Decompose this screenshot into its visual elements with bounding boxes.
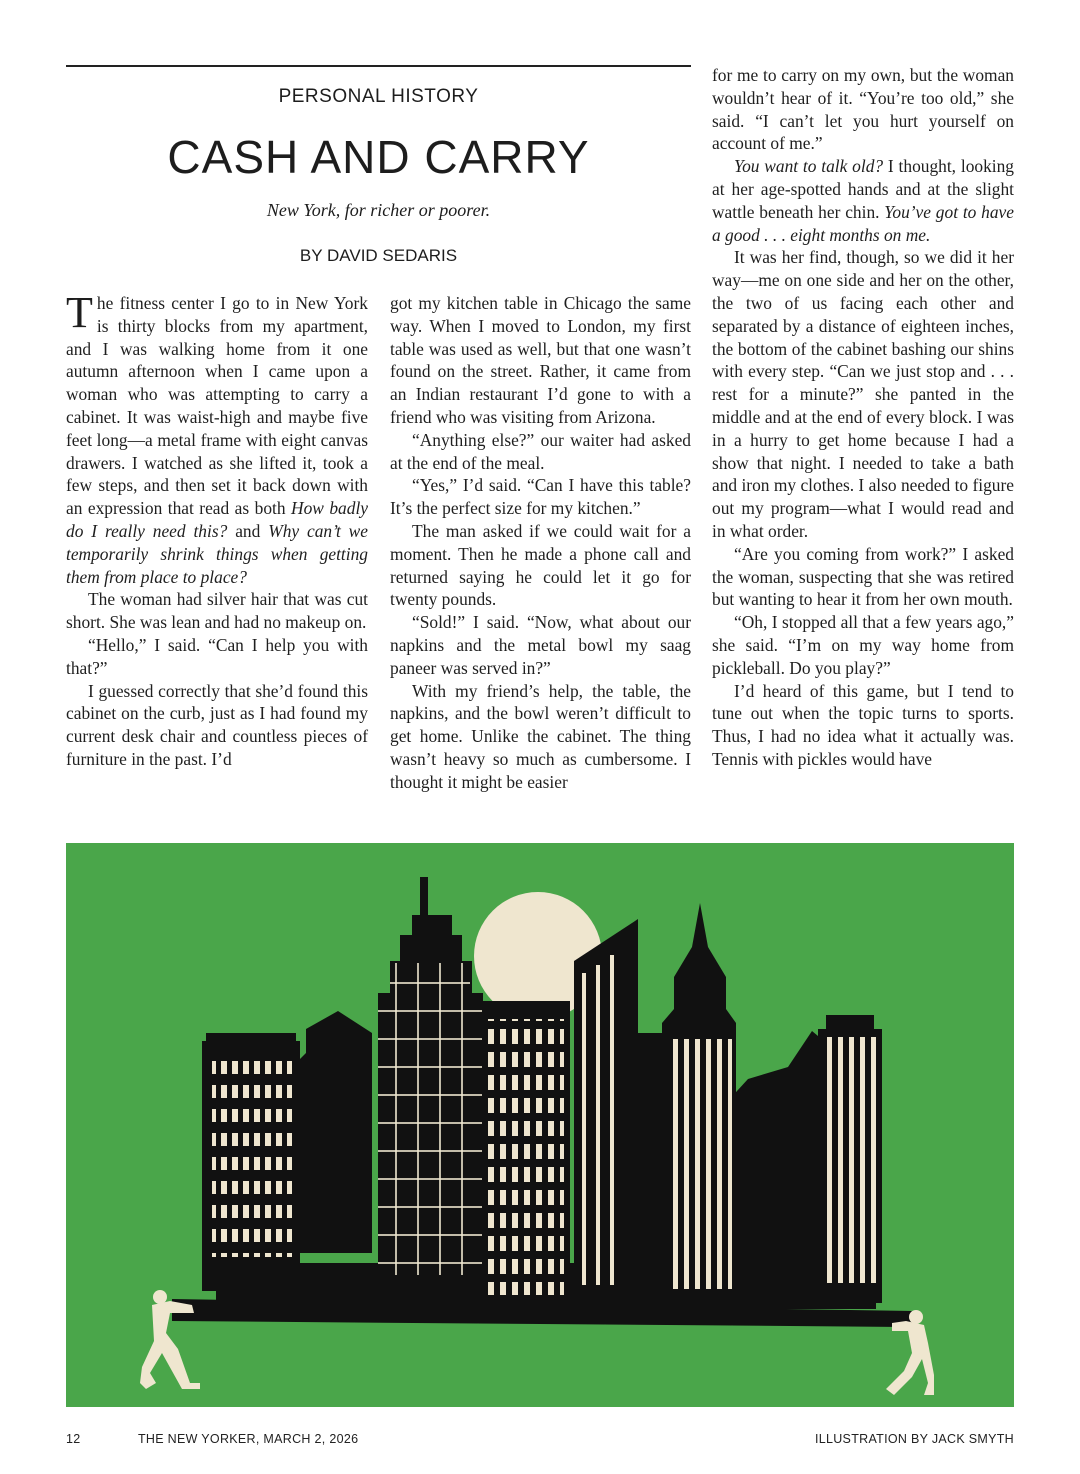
paragraph: It was her find, though, so we did it her way—me on one side and her on the other, the two of us facing each other and separated by a distance of eighteen inches, the bottom of the cabinet bashing our shins with every step. “Can we just stop and . . . rest for a minute?” she panted in the middle and at the end of every block. I was in a hurry to get home because I had a show that night. I needed to take a bath and iron my clothes. I also needed to figure out my program—what I would read and in what order. — [712, 247, 1014, 541]
city-illustration — [66, 843, 1014, 1407]
paragraph: “Sold!” I said. “Now, what about our napkins and the metal bowl my saag paneer was served in?” — [390, 612, 691, 678]
windows-grid — [378, 993, 482, 1275]
article-column-1 — [66, 288, 368, 771]
paragraph: You want to talk old? I thought, looking at her age-spotted hands and at the slight wattle beneath her chin. You’ve got to have a good . . . eight months on me. — [712, 156, 1014, 245]
stripes-spire — [672, 1039, 732, 1289]
paragraph: got my kitchen table in Chicago the same way. When I moved to London, my first table was used as well, but that one wasn’t found on the street. Rather, it came from an Indian restaurant I’d gone to with a friend who was visiting from Arizona. — [390, 293, 691, 427]
article-dek: New York, for richer or poorer. — [266, 200, 491, 220]
skyline-svg — [66, 843, 1014, 1407]
windows-left — [212, 1057, 292, 1257]
paragraph: “Anything else?” our waiter had asked at the end of the meal. — [390, 429, 691, 473]
page-number: 12 — [66, 1432, 81, 1446]
windows-mid — [484, 1019, 564, 1295]
article-title: CASH AND CARRY — [167, 131, 590, 183]
top-rule — [66, 65, 691, 67]
stripes-right — [824, 1037, 882, 1283]
paragraph: “Yes,” I’d said. “Can I have this table? It’s the perfect size for my kitchen.” — [390, 475, 691, 519]
section-kicker: PERSONAL HISTORY — [278, 86, 479, 107]
paragraph: I guessed correctly that she’d found this cabinet on the curb, just as I had found my current desk chair and countless pieces of furniture in the past. I’d — [66, 680, 368, 769]
left-figure — [140, 1290, 200, 1389]
illustration-credit: ILLUSTRATION BY JACK SMYTH — [814, 1432, 1014, 1446]
drop-cap: T — [66, 288, 93, 337]
paragraph: The fitness center I go to in New York is thirty blocks from my apartment, and I was walking home from it one autumn afternoon when I came upon a woman who was attempting to carry a cabinet. It was waist-high and maybe five feet long—a metal frame with eight canvas drawers. I watched as she lifted it, took a few steps, and then set it back down with an expression that read as both How badly do I really need this? and Why can’t we temporarily shrink things when getting them from place to place? — [66, 288, 368, 587]
article-column-2 — [390, 292, 691, 794]
paragraph: for me to carry on my own, but the woman wouldn’t hear of it. “You’re too old,” she said. “I can’t let you hurt yourself on account of me.” — [712, 65, 1014, 154]
paragraph: “Oh, I stopped all that a few years ago,” she said. “I’m on my way home from pickleball. Do you play?” — [712, 612, 1014, 678]
magazine-issue: THE NEW YORKER, MARCH 2, 2026 — [138, 1432, 359, 1446]
paragraph: The woman had silver hair that was cut short. She was lean and had no makeup on. — [66, 589, 368, 633]
paragraph: With my friend’s help, the table, the napkins, and the bowl weren’t difficult to get home. Unlike the cabinet. The thing wasn’t heavy so much as cumbersome. I thought it might be easier — [390, 680, 691, 792]
paragraph: “Are you coming from work?” I asked the woman, suspecting that she was retired but wanting to hear it from her own mouth. — [712, 543, 1014, 610]
article-column-3 — [712, 64, 1014, 771]
byline: BY DAVID SEDARIS — [299, 246, 458, 265]
paragraph: “Hello,” I said. “Can I help you with that?” — [66, 634, 368, 678]
paragraph: The man asked if we could wait for a moment. Then he made a phone call and returned saying he could let it go for twenty pounds. — [390, 520, 691, 610]
windows-grid-top — [390, 963, 470, 993]
paragraph: I’d heard of this game, but I tend to tune out when the topic turns to sports. Thus, I had no idea what it actually was. Tennis with pickles would have — [712, 680, 1014, 769]
